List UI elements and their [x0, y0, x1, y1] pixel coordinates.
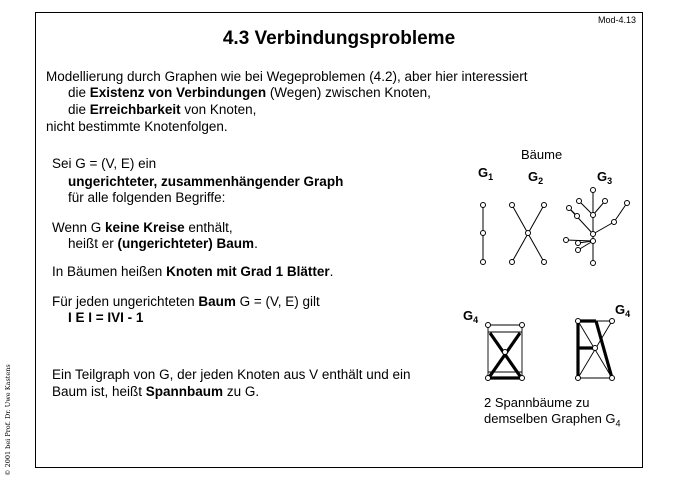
label-g4-right: $G_4$	[615, 302, 631, 319]
intro-line-4: nicht bestimmte Knotenfolgen.	[46, 119, 228, 134]
edges-formula: I E I = IVI - 1	[68, 310, 144, 325]
def-line-1: Sei G = (V, E) ein	[52, 156, 157, 171]
leaves-line: In Bäumen heißen Knoten mit Grad 1 Blätter.	[52, 264, 334, 279]
slide-id: Mod-4.13	[597, 15, 636, 25]
intro-line-1: Modellierung durch Graphen wie bei Wegeproblemen (4.2), aber hier interessiert	[46, 69, 528, 84]
label-g3: $G_3$	[597, 169, 613, 186]
spanning-line-1: Ein Teilgraph von G, der jeden Knoten aus V enthält und ein	[52, 367, 411, 382]
def-line-2: ungerichteter, zusammenhängender Graph	[68, 174, 344, 189]
graph-g4-right	[576, 319, 615, 381]
copyright: © 2001 bei Prof. Dr. Uwe Kastens	[4, 364, 12, 476]
tree-g2	[510, 203, 547, 265]
label-g1: $G_1$	[478, 165, 494, 182]
tree-line-1: Wenn G keine Kreise enthält,	[52, 220, 233, 235]
intro-line-3: die Erreichbarkeit von Knoten,	[68, 102, 257, 117]
intro-line-2: die Existenz von Verbindungen (Wegen) zwischen Knoten,	[68, 85, 431, 100]
tree-g1	[481, 203, 486, 265]
page-title: 4.3 Verbindungsprobleme	[222, 28, 456, 49]
trees-heading: Bäume	[521, 147, 563, 162]
caption-line-1: 2 Spannbäume zu	[484, 395, 590, 410]
tree-g3	[564, 188, 630, 266]
caption-line-2: demselben Graphen $G_4$	[484, 411, 621, 429]
graph-g4-left	[486, 323, 525, 381]
spanning-line-2: Baum ist, heißt Spannbaum zu G.	[52, 384, 260, 399]
def-line-3: für alle folgenden Begriffe:	[68, 190, 226, 205]
tree-line-2: heißt er (ungerichteter) Baum.	[68, 236, 258, 251]
edges-line-1: Für jeden ungerichteten Baum G = (V, E) gilt	[52, 294, 320, 309]
label-g2: $G_2$	[528, 169, 544, 186]
label-g4-left: $G_4$	[463, 308, 479, 325]
